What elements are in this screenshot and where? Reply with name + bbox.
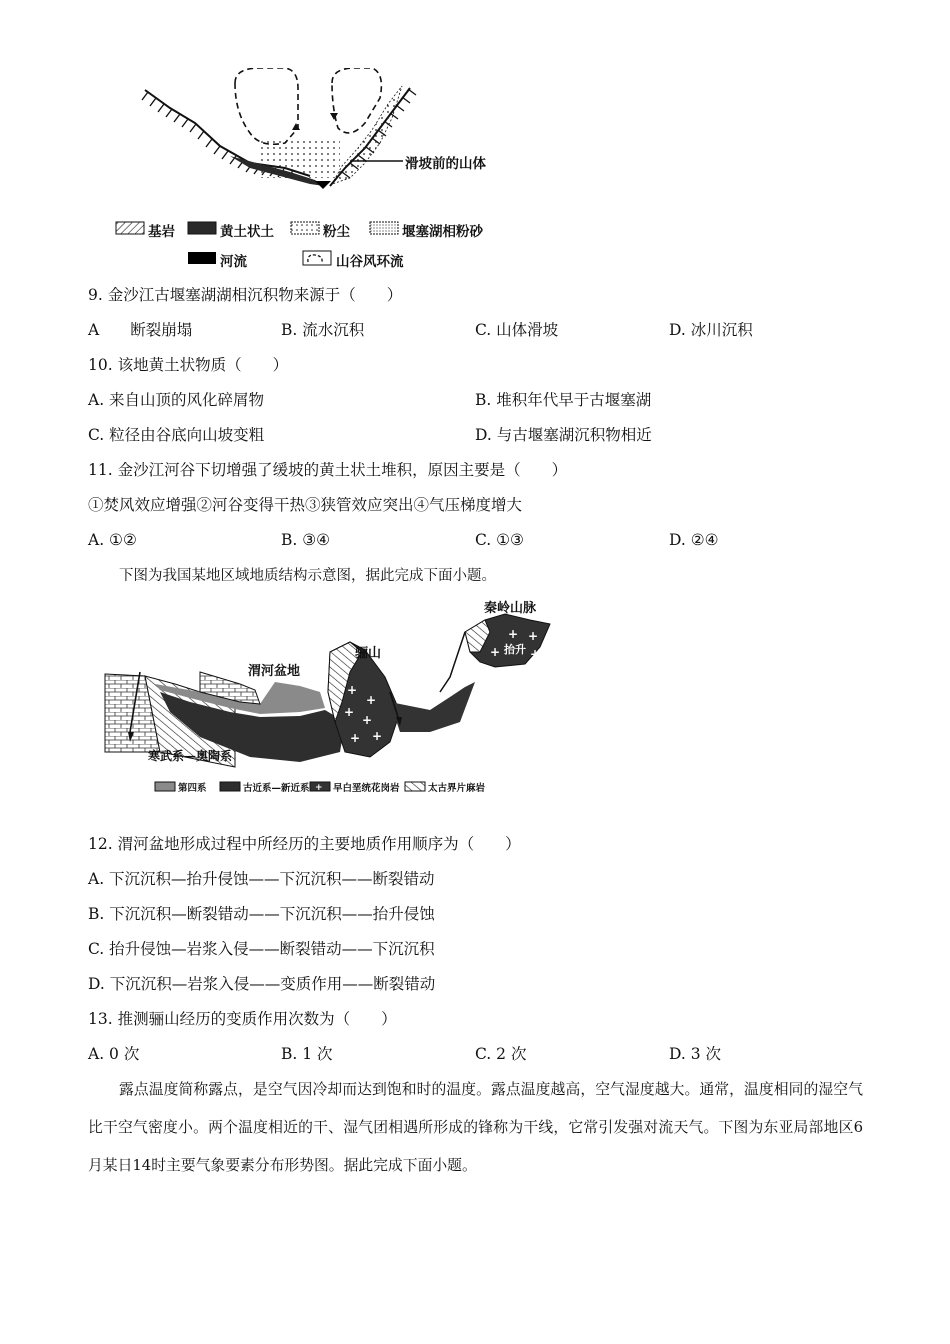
q11-option-c[interactable]: C. ①③ [475,531,524,549]
q10-option-a[interactable]: A. 来自山顶的风化碎屑物 [88,391,265,409]
legend-granite-label: 早白垩统花岗岩 [333,783,400,794]
label-weihe-basin: 渭河盆地 [248,664,301,679]
q12-option-a[interactable]: A. 下沉沉积—抬升侵蚀——下沉沉积——断裂错动 [88,870,435,888]
legend-gneiss-label: 太古界片麻岩 [428,783,486,794]
q9-option-d[interactable]: D. 冰川沉积 [669,321,753,339]
svg-text:+: + [508,627,519,641]
legend-gneiss-swatch [405,782,425,791]
svg-text:+: + [530,647,541,661]
svg-text:+: + [490,645,501,659]
q11-option-d[interactable]: D. ②④ [669,531,719,549]
q11-option-a[interactable]: A. ①② [88,531,137,549]
legend-wind-swatch [303,251,331,265]
q12-option-b[interactable]: B. 下沉沉积—断裂错动——下沉沉积——抬升侵蚀 [88,905,435,923]
legend-quaternary-label: 第四系 [178,783,207,794]
legend-dust-label: 粉尘 [323,224,350,240]
legend-loess-swatch [188,222,216,234]
svg-text:+: + [344,705,355,719]
svg-text:+: + [347,683,358,697]
q13-option-a[interactable]: A. 0 次 [88,1045,140,1063]
legend-dust-swatch [291,222,319,234]
legend-bedrock-label: 基岩 [148,224,175,240]
q9-stem: 9. 金沙江古堰塞湖湖相沉积物来源于（ ） [88,286,403,304]
legend-tertiary-swatch [220,782,240,791]
q9-option-c[interactable]: C. 山体滑坡 [475,321,559,339]
svg-text:+: + [528,629,539,643]
legend-river-label: 河流 [220,254,247,270]
q10-option-c[interactable]: C. 粒径由谷底向山坡变粗 [88,426,265,444]
geology-section-diagram [100,592,560,802]
intro-geology: 下图为我国某地区域地质结构示意图，据此完成下面小题。 [119,568,496,584]
q10-option-d[interactable]: D. 与古堰塞湖沉积物相近 [475,426,652,444]
q10-option-b[interactable]: B. 堆积年代早于古堰塞湖 [475,391,652,409]
label-cambrian: 寒武系—奥陶系 [148,749,233,763]
q12-stem: 12. 渭河盆地形成过程中所经历的主要地质作用顺序为（ ） [88,835,521,853]
svg-text:+: + [372,729,383,743]
landslide-callout: 滑坡前的山体 [405,156,486,172]
passage-dew-point: 露点温度简称露点，是空气因冷却而达到饱和时的温度。露点温度越高，空气湿度越大。通常，温度相同的湿空气比干空气密度小。两个温度相近的干、湿气团相遇所形成的锋称为干线，它常引发强对流天气。下图为东亚局部地区6月某日14时主要气象要素分布形势图。据此完成下面小题。 [88,1081,863,1174]
q13-option-b[interactable]: B. 1 次 [281,1045,333,1063]
figure-geology-section [100,592,560,802]
legend-wind-label: 山谷风环流 [336,254,404,270]
q13-stem: 13. 推测骊山经历的变质作用次数为（ ） [88,1010,397,1028]
svg-text:+: + [362,713,373,727]
label-lishan: 骊山 [355,646,382,661]
q13-option-c[interactable]: C. 2 次 [475,1045,527,1063]
legend-silt-label: 堰塞湖相粉砂 [402,224,483,240]
q9-option-b[interactable]: B. 流水沉积 [281,321,365,339]
q11-option-b[interactable]: B. ③④ [281,531,331,549]
legend-tertiary-label: 古近系—新近系 [243,783,310,794]
legend-bedrock-swatch [116,222,144,234]
q12-option-d[interactable]: D. 下沉沉积—岩浆入侵——变质作用——断裂错动 [88,975,436,993]
legend-silt-swatch [370,222,398,234]
q13-option-d[interactable]: D. 3 次 [669,1045,722,1063]
q11-stem: 11. 金沙江河谷下切增强了缓坡的黄土状土堆积，原因主要是（ ） [88,461,568,479]
svg-text:+: + [366,693,377,707]
q11-statements: ①焚风效应增强②河谷变得干热③狭管效应突出④气压梯度增大 [88,496,523,514]
legend-river-swatch [188,252,216,264]
label-qinling: 秦岭山脉 [484,601,537,616]
svg-text:+: + [350,731,361,745]
legend-quaternary-swatch [155,782,175,791]
q12-option-c[interactable]: C. 抬升侵蚀—岩浆入侵——断裂错动——下沉沉积 [88,940,435,958]
label-uplift: 抬升 [504,643,526,656]
svg-text:+: + [315,783,323,793]
q9-option-a[interactable]: A 断裂崩塌 [88,321,193,339]
q10-stem: 10. 该地黄土状物质（ ） [88,356,289,374]
legend-loess-label: 黄土状土 [220,224,274,240]
